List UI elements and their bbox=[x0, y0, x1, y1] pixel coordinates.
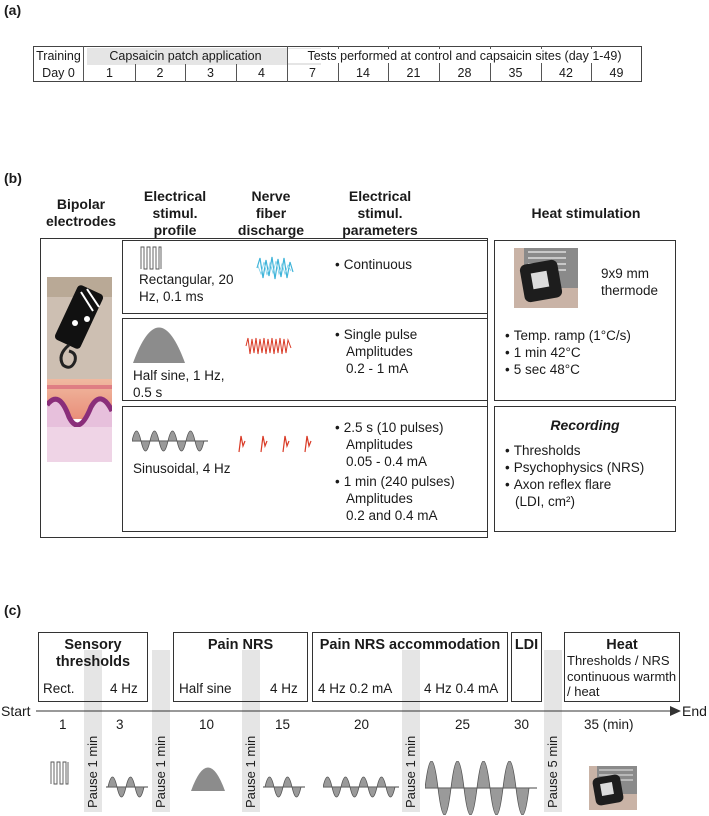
capsaicin-label: Capsaicin patch application bbox=[109, 49, 262, 63]
thermode-icon bbox=[589, 766, 637, 810]
pause-label: Pause 5 min bbox=[545, 735, 560, 808]
tick-label: 1 bbox=[59, 717, 67, 732]
panel-b-label: (b) bbox=[4, 170, 22, 186]
recording-title: Recording bbox=[550, 417, 620, 433]
thermode-label: 9x9 mm thermode bbox=[601, 266, 659, 298]
day-label: 7 bbox=[309, 66, 316, 80]
rectangular-pulse-icon bbox=[140, 245, 162, 271]
sub-acc04: 4 Hz 0.4 mA bbox=[424, 681, 499, 696]
discharge-cyan-icon bbox=[256, 254, 296, 282]
panel-a-label: (a) bbox=[4, 2, 22, 18]
day-label: 35 bbox=[508, 66, 523, 80]
tick-label: 10 bbox=[199, 717, 215, 732]
header-heat: Heat stimulation bbox=[531, 205, 641, 221]
sinusoid-icon bbox=[263, 770, 305, 804]
header-profile: Electrical stimul. profile bbox=[143, 188, 207, 238]
param-range: 0.2 - 1 mA bbox=[346, 361, 409, 376]
day-label: 14 bbox=[356, 66, 370, 80]
tick-label: 35 (min) bbox=[584, 717, 634, 732]
thermode-photo bbox=[514, 248, 578, 308]
param-amplitudes: Amplitudes bbox=[346, 344, 413, 359]
electrode-photo bbox=[47, 277, 112, 462]
param-2p5s: • 2.5 s (10 pulses) bbox=[335, 419, 444, 436]
panel-c-label: (c) bbox=[4, 602, 22, 618]
half-sine-icon bbox=[190, 766, 226, 792]
heat-48: • 5 sec 48°C bbox=[505, 361, 580, 378]
sub-rect: Rect. bbox=[43, 681, 75, 696]
pause-label: Pause 1 min bbox=[243, 735, 258, 808]
sensory-title: Sensory thresholds bbox=[55, 637, 131, 670]
tick-label: 3 bbox=[116, 717, 124, 732]
heat-subtitle: Thresholds / NRS continuous warmth / heat bbox=[567, 653, 677, 699]
start-label: Start bbox=[1, 703, 31, 719]
sinusoid-icon bbox=[106, 770, 148, 804]
heat-42: • 1 min 42°C bbox=[505, 344, 581, 361]
tick-label: 30 bbox=[514, 717, 530, 732]
param-range: 0.2 and 0.4 mA bbox=[346, 508, 438, 523]
end-label: End bbox=[682, 703, 707, 719]
accom-title: Pain NRS accommodation bbox=[319, 637, 501, 653]
pause-label: Pause 1 min bbox=[153, 735, 168, 808]
ldi-title: LDI bbox=[514, 637, 539, 653]
header-discharge: Nerve fiber discharge bbox=[237, 188, 305, 238]
header-electrodes: Bipolar electrodes bbox=[45, 196, 117, 229]
sub-acc02: 4 Hz 0.2 mA bbox=[318, 681, 393, 696]
sub-halfsine: Half sine bbox=[179, 681, 232, 696]
param-single-pulse: • Single pulse bbox=[335, 326, 417, 343]
training-label: Training bbox=[36, 49, 81, 63]
pause-label: Pause 1 min bbox=[403, 735, 418, 808]
day-label: 28 bbox=[457, 66, 472, 80]
profile-halfsine-text: Half sine, 1 Hz, 0.5 s bbox=[133, 368, 225, 400]
profile-rect-text: Rectangular, 20 Hz, 0.1 ms bbox=[139, 272, 234, 304]
day-label: 1 bbox=[106, 66, 113, 80]
recording-flare: • Axon reflex flare bbox=[505, 476, 611, 493]
day-label: 21 bbox=[406, 66, 421, 80]
tick-label: 20 bbox=[354, 717, 370, 732]
discharge-spikes-icon bbox=[236, 432, 316, 454]
pain-title: Pain NRS bbox=[207, 637, 274, 653]
param-1min: • 1 min (240 pulses) bbox=[335, 473, 455, 490]
discharge-red-icon bbox=[245, 336, 293, 356]
day-label: 3 bbox=[207, 66, 214, 80]
profile-sine-text: Sinusoidal, 4 Hz bbox=[133, 461, 231, 476]
tick-label: 25 bbox=[455, 717, 471, 732]
tests-label: Tests performed at control and capsaicin sites (day 1-49) bbox=[288, 49, 641, 63]
heat-title: Heat bbox=[606, 637, 638, 653]
half-sine-shape bbox=[132, 326, 186, 364]
sinusoid-icon bbox=[323, 770, 399, 804]
param-amplitudes: Amplitudes bbox=[346, 437, 413, 452]
day-label: 4 bbox=[258, 66, 265, 80]
header-parameters: Electrical stimul. parameters bbox=[342, 188, 418, 238]
recording-thresholds: • Thresholds bbox=[505, 442, 581, 459]
day-label: 49 bbox=[609, 66, 624, 80]
param-range: 0.05 - 0.4 mA bbox=[346, 454, 428, 469]
sinusoid-large-icon bbox=[425, 761, 537, 815]
param-amplitudes: Amplitudes bbox=[346, 491, 413, 506]
rectangular-pulse-icon bbox=[50, 760, 70, 786]
heat-ramp: • Temp. ramp (1°C/s) bbox=[505, 327, 631, 344]
sub-4hz: 4 Hz bbox=[110, 681, 138, 696]
tick-label: 15 bbox=[275, 717, 291, 732]
sub-4hz: 4 Hz bbox=[270, 681, 298, 696]
day-label: 42 bbox=[559, 66, 573, 80]
param-continuous: • Continuous bbox=[335, 256, 412, 273]
sinusoid-shape bbox=[132, 424, 208, 458]
day-label: 2 bbox=[156, 66, 164, 80]
recording-ldi: (LDI, cm²) bbox=[515, 494, 575, 509]
pause-label: Pause 1 min bbox=[85, 735, 100, 808]
recording-psychophysics: • Psychophysics (NRS) bbox=[505, 459, 644, 476]
day0-label: Day 0 bbox=[42, 66, 75, 80]
